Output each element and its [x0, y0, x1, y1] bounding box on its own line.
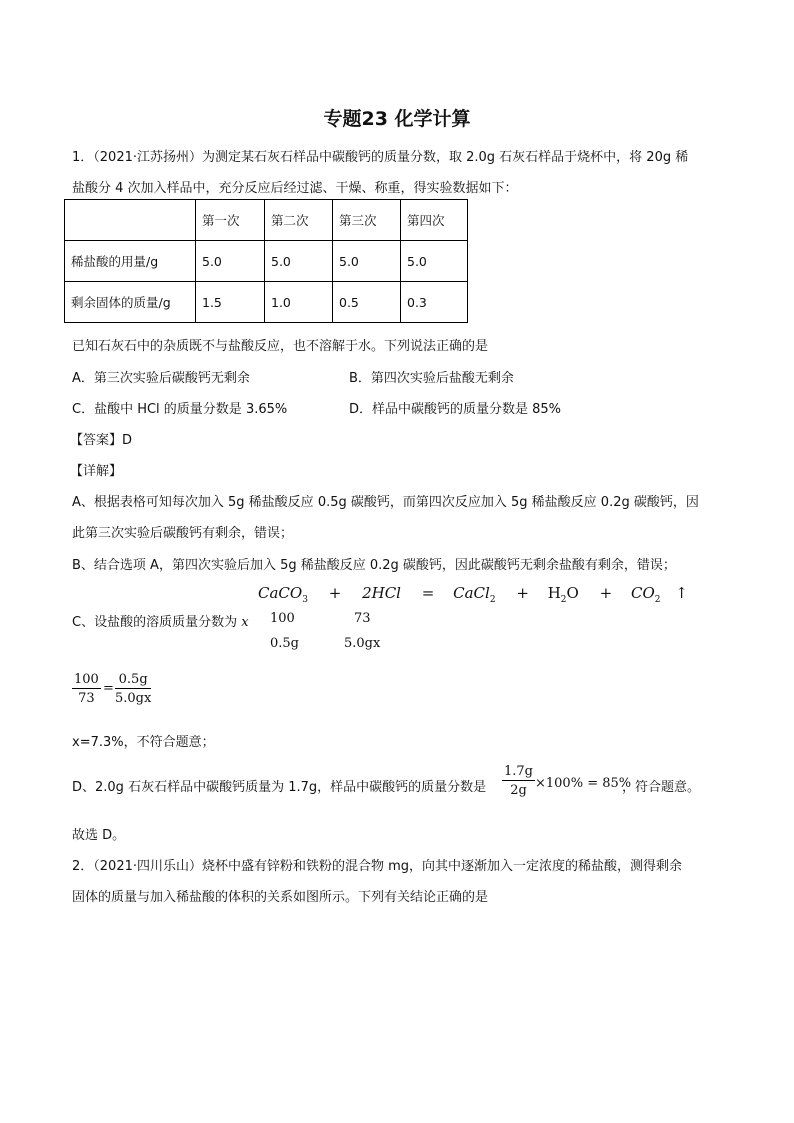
table-cell: 5.0: [196, 241, 265, 282]
table-header-cell: 第二次: [265, 200, 333, 241]
detail-d-end: ，符合题意。: [622, 780, 701, 795]
ratio-value: 0.5g: [270, 636, 299, 651]
fraction-left: [72, 672, 101, 706]
plus-sign: +: [599, 584, 613, 602]
detail-b: B、结合选项 A，第四次实验后加入 5g 稀盐酸反应 0.2g 碳酸钙，因此碳酸钙无剩余盐酸有剩余，错误；: [72, 558, 676, 573]
denominator: 73: [78, 691, 95, 706]
question-1-line-2: 盐酸分 4 次加入样品中，充分反应后经过滤、干燥、称重，得实验数据如下：: [72, 181, 518, 196]
formula-cacl2: CaCl: [453, 584, 490, 602]
answer: 【答案】D: [70, 433, 133, 448]
detail-c: [72, 611, 249, 630]
plus-sign: +: [516, 584, 529, 602]
option-c: C．盐酸中 HCl 的质量分数是 3.65%: [72, 402, 288, 417]
table-cell: 5.0: [265, 241, 333, 282]
variable-x: x: [241, 615, 249, 630]
page-title: 专题23 化学计算: [323, 108, 471, 130]
table-cell: 1.0: [265, 282, 333, 323]
equals-sign: =: [421, 584, 435, 602]
fraction-d: [502, 764, 535, 798]
table-header-cell: 第三次: [333, 200, 401, 241]
chemical-equation: [258, 584, 688, 605]
numerator: 0.5g: [115, 672, 151, 689]
table-row: [65, 241, 468, 282]
subscript: 3: [302, 595, 308, 605]
table-header-cell: 第四次: [401, 200, 468, 241]
table-header-row: [65, 200, 468, 241]
ratio-value: 5.0gx: [344, 636, 381, 651]
ratio-value: 100: [270, 611, 295, 626]
plus-sign: +: [328, 584, 342, 602]
equals-sign: =: [103, 681, 114, 696]
numerator: 100: [74, 672, 99, 687]
result-c: x=7.3%，不符合题意；: [72, 735, 215, 750]
table-cell: 5.0: [333, 241, 401, 282]
detail-heading: 【详解】: [70, 464, 123, 479]
percentage-expression: ×100% = 85%: [535, 776, 632, 791]
fraction-right: [115, 672, 151, 706]
detail-c-text: C、设盐酸的溶质质量分数为: [72, 615, 238, 630]
subscript: 2: [489, 595, 496, 605]
conclusion: 故选 D。: [72, 828, 126, 843]
question-2-line-2: 固体的质量与加入稀盐酸的体积的关系如图所示。下列有关结论正确的是: [72, 890, 489, 905]
table-cell: 5.0: [401, 241, 468, 282]
table-cell: 1.5: [196, 282, 265, 323]
detail-a-line-1: A、根据表格可知每次加入 5g 稀盐酸反应 0.5g 碳酸钙，而第四次反应加入 5g 稀盐酸反应 0.2g 碳酸钙，因: [72, 495, 699, 510]
formula-co2: CO: [630, 584, 655, 602]
formula-caco3: CaCO: [258, 584, 303, 602]
option-b: B．第四次实验后盐酸无剩余: [349, 371, 514, 386]
option-d: D．样品中碳酸钙的质量分数是 85%: [349, 402, 562, 417]
question-2-line-1: 2．（2021·四川乐山）烧杯中盛有锌粉和铁粉的混合物 mg，向其中逐渐加入一定浓度的稀盐酸，测得剩余: [72, 859, 683, 874]
option-a: A．第三次实验后碳酸钙无剩余: [72, 371, 250, 386]
numerator: 1.7g: [504, 764, 533, 779]
denominator: 2g: [510, 783, 527, 798]
table-cell: 稀盐酸的用量/g: [65, 241, 196, 282]
gas-arrow-icon: ↑: [675, 584, 688, 602]
experiment-data-table: [64, 199, 468, 323]
table-cell: 0.5: [333, 282, 401, 323]
table-header-cell: 第一次: [196, 200, 265, 241]
table-cell: 剩余固体的质量/g: [65, 282, 196, 323]
subscript: 2: [654, 595, 661, 605]
detail-a-line-2: 此第三次实验后碳酸钙有剩余，错误；: [72, 526, 294, 541]
question-1-stem: 已知石灰石中的杂质既不与盐酸反应，也不溶解于水。下列说法正确的是: [72, 339, 489, 354]
detail-d-text: D、2.0g 石灰石样品中碳酸钙质量为 1.7g，样品中碳酸钙的质量分数是: [72, 780, 487, 795]
table-cell: 0.3: [401, 282, 468, 323]
table-row: [65, 282, 468, 323]
question-1-line-1: 1．（2021·江苏扬州）为测定某石灰石样品中碳酸钙的质量分数，取 2.0g 石灰石样品于烧杯中，将 20g 稀: [72, 150, 689, 165]
table-header-cell: [65, 200, 196, 241]
ratio-value: 73: [354, 611, 371, 626]
denominator: 5.0gx: [115, 691, 152, 706]
formula-hcl: 2HCl: [362, 584, 401, 602]
formula-h2o: $H_2O$: [547, 584, 579, 605]
